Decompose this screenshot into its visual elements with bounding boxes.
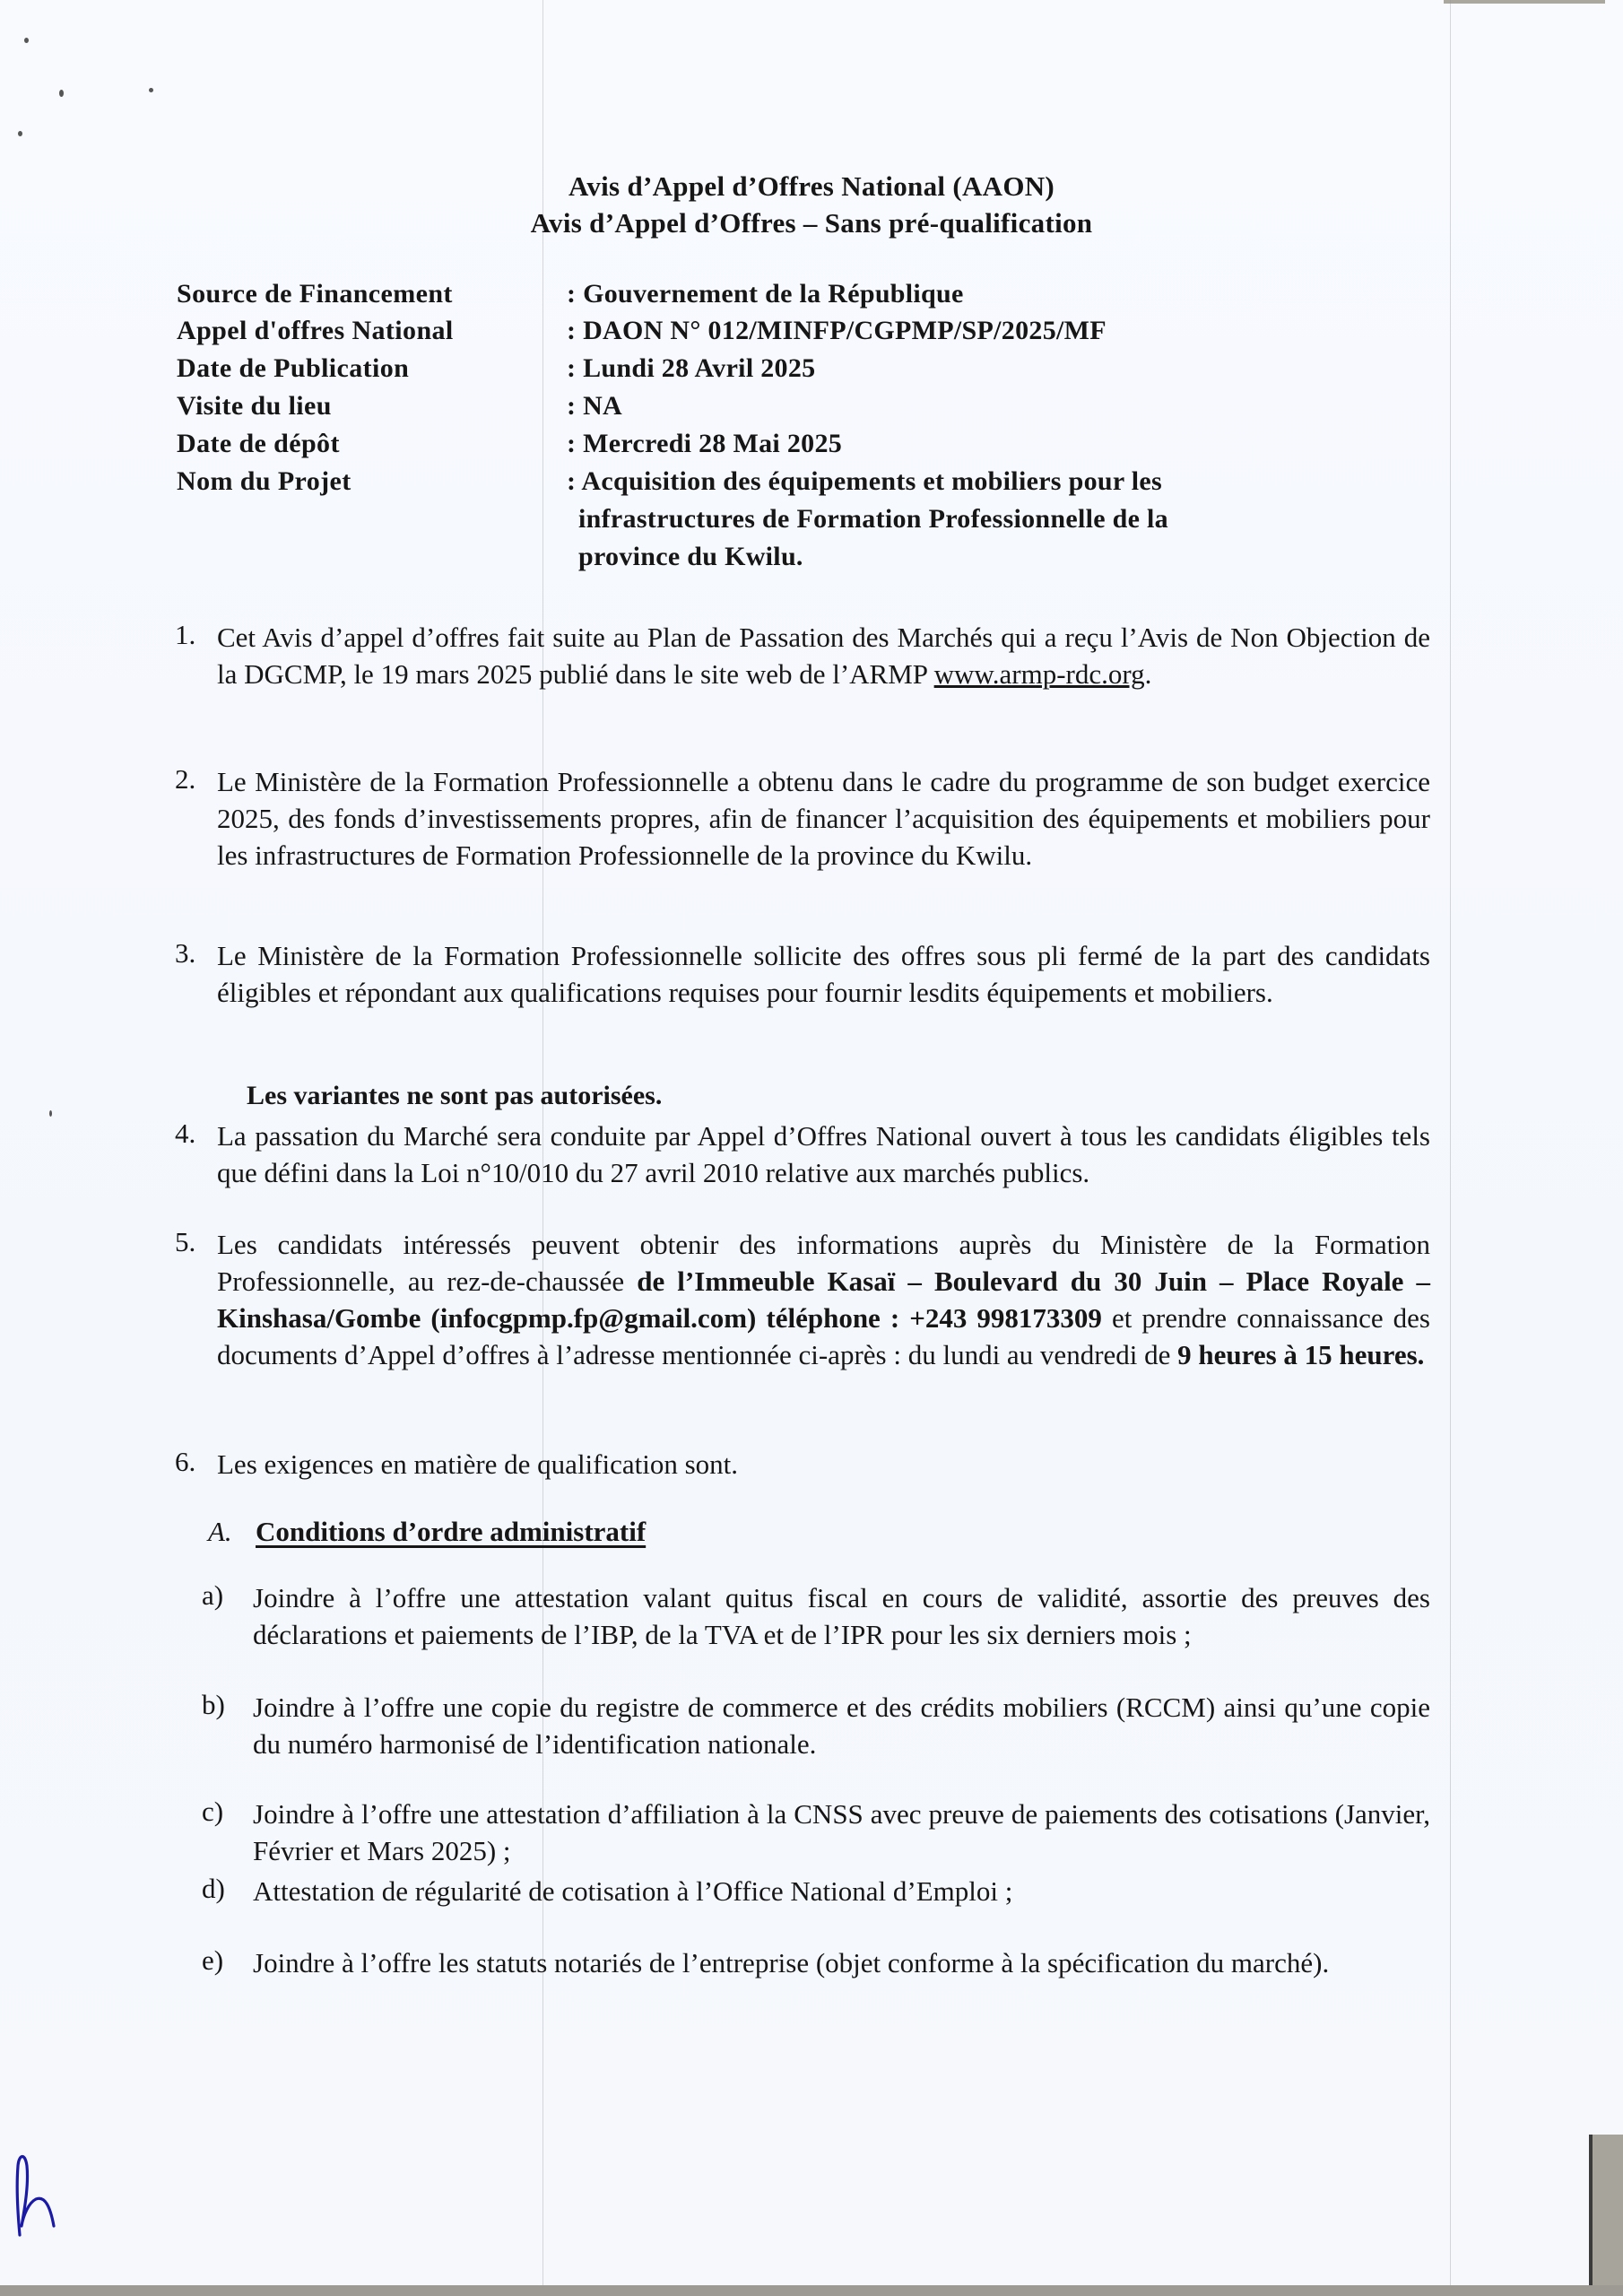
field-value-deposit: : Mercredi 28 Mai 2025 (567, 429, 843, 458)
handwritten-initials-icon (7, 2144, 61, 2251)
section-letter: A. (208, 1516, 232, 1547)
scan-edge-top (1444, 0, 1605, 4)
paragraph-number: 1. (175, 619, 196, 650)
variantes-note: Les variantes ne sont pas autorisées. (247, 1081, 663, 1110)
field-value-tender: : DAON N° 012/MINFP/CGPMP/SP/2025/MF (567, 316, 1107, 345)
paragraph-text: . (1144, 658, 1152, 690)
scan-speck (49, 1110, 52, 1117)
field-value-site-visit: : NA (567, 391, 623, 421)
field-label-deposit: Date de dépôt (177, 429, 340, 458)
field-value-publication: : Lundi 28 Avril 2025 (567, 353, 816, 383)
requirement-item: Attestation de régularité de cotisation à l’Office National d’Emploi ; (253, 1875, 1013, 1907)
paragraph-number: 5. (175, 1226, 196, 1257)
field-value-source: : Gouvernement de la République (567, 279, 964, 309)
item-label: b) (202, 1689, 225, 1720)
field-label-publication: Date de Publication (177, 353, 410, 383)
item-label: c) (202, 1796, 224, 1827)
paragraph-1 (217, 619, 1430, 692)
scan-edge-right (1589, 2135, 1623, 2287)
field-label-site-visit: Visite du lieu (177, 391, 332, 421)
contact-address: de l’Immeuble Kasaï – Boulevard du 30 Juin – Place Royale – Kinshasa/Gombe (infocgpmp.fp@gmail.com) téléphone : +243 998173309 (217, 1265, 1430, 1334)
armp-website-link[interactable]: www.armp-rdc.org (933, 658, 1145, 690)
paragraph-4: La passation du Marché sera conduite par Appel d’Offres National ouvert à tous les candidats éligibles tels que défini dans la Loi n°10/010 du 27 avril 2010 relative aux marchés publics. (217, 1120, 1430, 1188)
field-label-source: Source de Financement (177, 279, 453, 309)
scan-edge-bottom (0, 2285, 1623, 2296)
item-label: d) (202, 1873, 225, 1904)
paragraph-number: 4. (175, 1118, 196, 1149)
paragraph-6: Les exigences en matière de qualification sont. (217, 1448, 739, 1480)
item-label: e) (202, 1944, 224, 1976)
paragraph-text: Cet Avis d’appel d’offres fait suite au Plan de Passation des Marchés qui a reçu l’Avis de Non Objection de la DGCMP, le 19 mars 2025 publié dans le site web de l’ARMP (217, 622, 1430, 690)
paragraph-number: 6. (175, 1446, 196, 1477)
paragraph-number: 2. (175, 763, 196, 795)
scan-speck (24, 38, 29, 43)
section-title: Conditions d’ordre administratif (256, 1516, 647, 1547)
paragraph-text: Les candidats intéressés peuvent obtenir des informations auprès du Ministère de la Formation Professionnelle, au rez-de-chaussée (217, 1229, 1430, 1297)
field-value-project-cont: province du Kwilu. (578, 542, 803, 571)
requirement-item: Joindre à l’offre les statuts notariés de l’entreprise (objet conforme à la spécification du marché). (253, 1947, 1330, 1979)
scan-speck (18, 131, 22, 136)
paragraph-number: 3. (175, 937, 196, 969)
field-label-project: Nom du Projet (177, 466, 352, 496)
paragraph-text: et prendre connaissance des documents d’Appel d’offres à l’adresse mentionnée ci-après : du lundi au vendredi de (217, 1302, 1430, 1370)
office-hours: 9 heures à 15 heures. (1177, 1339, 1425, 1370)
requirement-item: Joindre à l’offre une attestation valant quitus fiscal en cours de validité, assortie des preuves des déclarations et paiements de l’IBP, de la TVA et de l’IPR pour les six derniers mois ; (253, 1582, 1430, 1650)
paragraph-2: Le Ministère de la Formation Professionnelle a obtenu dans le cadre du programme de son budget exercice 2025, des fonds d’investissements propres, afin de financer l’acquisition des équipements et mobiliers pour les infrastructures de Formation Professionnelle de la province du Kwilu. (217, 766, 1430, 871)
paragraph-5 (217, 1226, 1430, 1373)
notice-subtitle: Avis d’Appel d’Offres – Sans pré-qualification (530, 207, 1093, 239)
field-value-project: : Acquisition des équipements et mobiliers pour les (567, 466, 1162, 496)
scan-speck (149, 88, 153, 92)
fold-line (1450, 0, 1451, 2285)
paragraph-3: Le Ministère de la Formation Professionnelle sollicite des offres sous pli fermé de la part des candidats éligibles et répondant aux qualifications requises pour fournir lesdits équipements et mobiliers. (217, 940, 1430, 1008)
scan-speck (59, 90, 64, 97)
field-label-tender: Appel d'offres National (177, 316, 454, 345)
requirement-item: Joindre à l’offre une attestation d’affiliation à la CNSS avec preuve de paiements des cotisations (Janvier, Février et Mars 2025) ; (253, 1798, 1430, 1866)
item-label: a) (202, 1579, 224, 1611)
requirement-item: Joindre à l’offre une copie du registre de commerce et des crédits mobiliers (RCCM) ainsi qu’une copie du numéro harmonisé de l’identification nationale. (253, 1692, 1430, 1760)
field-value-project-cont: infrastructures de Formation Professionnelle de la (578, 504, 1168, 534)
notice-title: Avis d’Appel d’Offres National (AAON) (568, 170, 1055, 202)
